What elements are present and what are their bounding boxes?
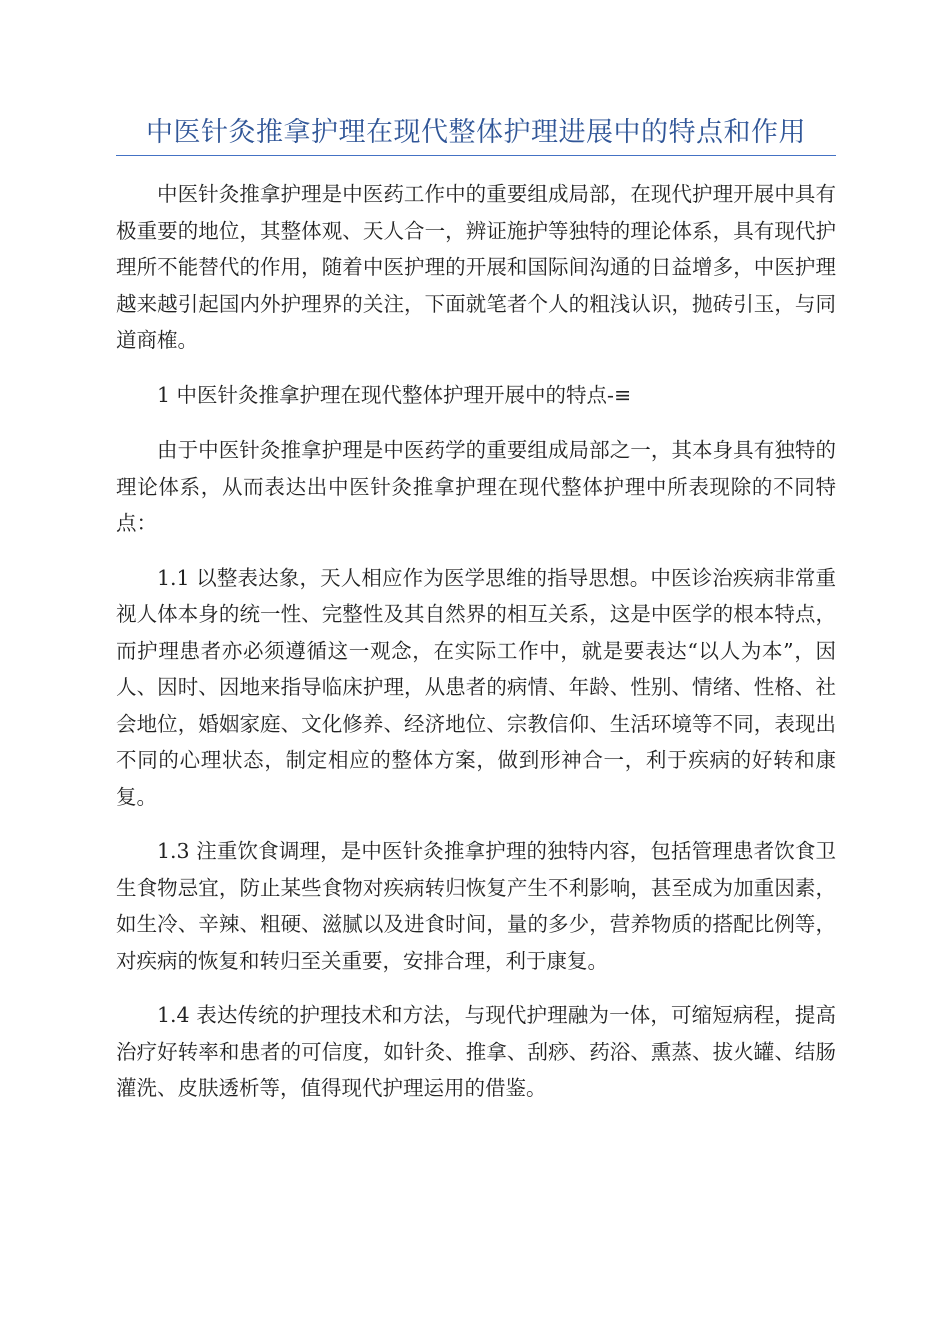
document-title: 中医针灸推拿护理在现代整体护理进展中的特点和作用 [146, 117, 806, 148]
section-heading-1: 1 中医针灸推拿护理在现代整体护理开展中的特点-≡ [157, 382, 632, 407]
paragraph-1-1: 1.1 以整表达象，天人相应作为医学思维的指导思想。中医诊治疾病非常重视人体本身的统一性、完整性及其自然界的相互关系，这是中医学的根本特点，而护理患者亦必须遵循这一观念，在实际工作中，就是要表达“以人为本”，因人、因时、因地来指导临床护理，从患者的病情、年龄、性别、情绪、性格、社会地位，婚姻家庭、文化修养、经济地位、宗教信仰、生活环境等不同，表现出不同的心理状态，制定相应的整体方案，做到形神合一，利于疾病的好转和康复。 [116, 565, 836, 809]
paragraph-1-4: 1.4 表达传统的护理技术和方法，与现代护理融为一体，可缩短病程，提高治疗好转率和患者的可信度，如针灸、推拿、刮痧、药浴、熏蒸、拔火罐、结肠灌洗、皮肤透析等，值得现代护理运用的借鉴。 [116, 1003, 836, 1100]
paragraph-intro: 中医针灸推拿护理是中医药工作中的重要组成局部，在现代护理开展中具有极重要的地位，其整体观、天人合一，辨证施护等独特的理论体系，具有现代护理所不能替代的作用，随着中医护理的开展和国际间沟通的日益增多，中医护理越来越引起国内外护理界的关注，下面就笔者个人的粗浅认识，抛砖引玉，与同道商榷。 [116, 182, 836, 352]
document-body [116, 176, 836, 1125]
paragraph-1-3: 1.3 注重饮食调理，是中医针灸推拿护理的独特内容，包括管理患者饮食卫生食物忌宜，防止某些食物对疾病转归恢复产生不利影响，甚至成为加重因素，如生冷、辛辣、粗硬、滋腻以及进食时间，量的多少，营养物质的搭配比例等，对疾病的恢复和转归至关重要，安排合理，利于康复。 [116, 839, 836, 973]
paragraph-section-intro: 由于中医针灸推拿护理是中医药学的重要组成局部之一，其本身具有独特的理论体系，从而表达出中医针灸推拿护理在现代整体护理中所表现除的不同特点： [116, 438, 836, 535]
title-underline [116, 155, 836, 156]
